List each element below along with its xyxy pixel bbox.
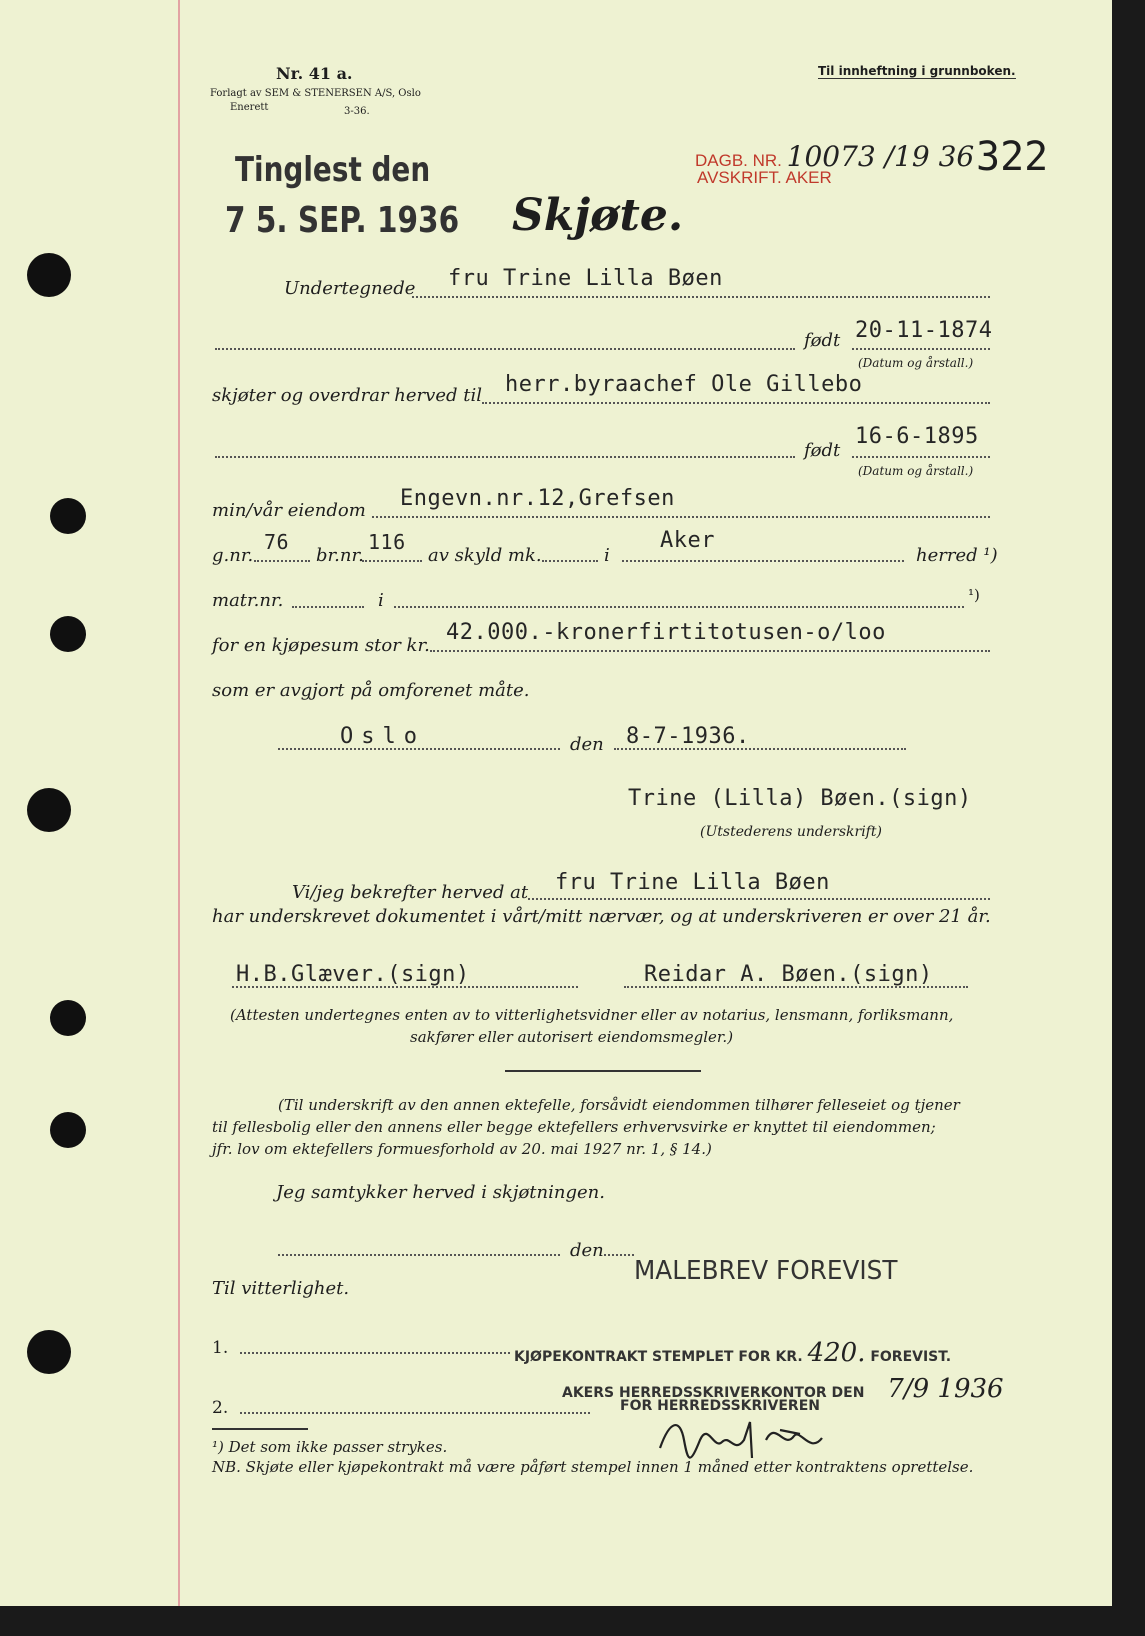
registered-stamp: Tinglest den: [235, 150, 431, 190]
district-label: herred ¹): [916, 545, 998, 566]
line-2-label: 2.: [212, 1398, 229, 1418]
witness2-signature: Reidar A. Bøen.(sign): [644, 962, 933, 987]
survey-stamp: MALEBREV FOREVIST: [634, 1256, 898, 1286]
page-number: 322: [976, 134, 1049, 180]
price-line: [430, 650, 990, 652]
buyer-line: [482, 402, 990, 404]
confirm-line: [528, 898, 990, 900]
contract-stamp-text: KJØPEKONTRAKT STEMPLET FOR KR.: [514, 1349, 803, 1365]
gnr-label: g.nr.: [212, 545, 254, 566]
punch-hole: [50, 1000, 86, 1036]
office-stamp-date: 7/9 1936: [887, 1374, 1004, 1404]
price-label: for en kjøpesum stor kr.: [212, 635, 430, 656]
punch-hole: [50, 1112, 86, 1148]
buyer-born-label: født: [804, 440, 841, 461]
journal-number-label: DAGB. NR.: [695, 151, 782, 170]
buyer-birth-date: 16-6-1895: [855, 424, 979, 449]
date-hint: (Datum og årstall.): [858, 356, 974, 370]
confirm-text: har underskrevet dokumentet i vårt/mitt nærvær, og at underskriveren er over 21 år.: [212, 906, 991, 927]
page-edge: [1112, 0, 1145, 1636]
buyer-born-line: [852, 456, 990, 458]
contract-stamp: [514, 1338, 951, 1368]
gnr-line: [254, 560, 310, 562]
document-title: Skjøte.: [512, 190, 684, 241]
seller-born-line: [852, 348, 990, 350]
district-value: Aker: [660, 528, 715, 553]
tax-label: av skyld mk.: [428, 545, 542, 566]
spouse-note-line3: jfr. lov om ektefellers formuesforhold av 20. mai 1927 nr. 1, § 14.): [212, 1140, 712, 1158]
bnr-label: br.nr.: [316, 545, 364, 566]
binding-note: Til innheftning i grunnboken.: [818, 64, 1016, 78]
form-number: Nr. 41 a.: [276, 64, 353, 83]
district-line: [622, 560, 904, 562]
office-stamp-text: AKERS HERREDSSKRIVERKONTOR DEN: [562, 1385, 865, 1401]
witness1-signature: H.B.Glæver.(sign): [236, 962, 470, 987]
publisher-date: 3-36.: [344, 106, 370, 117]
punch-hole: [50, 498, 86, 534]
bnr-line: [362, 560, 422, 562]
punch-hole: [27, 1330, 71, 1374]
price-value: 42.000.-kronerfirtitotusen-o/loo: [446, 620, 886, 645]
punch-hole: [50, 616, 86, 652]
contract-fee: 420.: [807, 1338, 866, 1368]
footnote-mark: ¹): [968, 586, 980, 604]
matr-line: [292, 606, 364, 608]
nb-text: NB. Skjøte eller kjøpekontrakt må være påført stempel innen 1 måned etter kontraktens oprettelse.: [212, 1458, 974, 1476]
footnote-text: ¹) Det som ikke passer strykes.: [212, 1438, 448, 1456]
spouse-note-line2: til fellesbolig eller den annens eller begge ektefellers erhvervsvirke er knyttet til eiendommen;: [212, 1118, 936, 1136]
publisher: Forlagt av SEM & STENERSEN A/S, Oslo: [210, 88, 421, 99]
publisher-rights: Enerett: [230, 102, 269, 113]
date-hint: (Datum og årstall.): [858, 464, 974, 478]
in-label: i: [378, 590, 384, 611]
seller-born-label: født: [804, 330, 841, 351]
page-bottom-edge: [0, 1606, 1145, 1636]
matr-label: matr.nr.: [212, 590, 284, 611]
registered-date-stamp: 7 5. SEP. 1936: [225, 200, 460, 241]
seller-name: fru Trine Lilla Bøen: [448, 266, 723, 291]
seller-label: Undertegnede: [284, 278, 416, 299]
consent-date-label: den: [570, 1240, 604, 1261]
punch-hole: [27, 253, 71, 297]
buyer-name: herr.byraachef Ole Gillebo: [505, 372, 863, 397]
seller-extra-line: [215, 348, 795, 350]
separator: [505, 1070, 701, 1072]
date-label: den: [570, 734, 604, 755]
witness-note-line2: sakfører eller autorisert eiendomsmegler.): [410, 1028, 734, 1046]
witness-label: Til vitterlighet.: [212, 1278, 350, 1299]
in-label: i: [604, 545, 610, 566]
bnr-value: 116: [368, 530, 406, 554]
line-1: [240, 1352, 510, 1354]
line-2: [240, 1412, 590, 1414]
margin-line: [178, 0, 180, 1636]
footnote-rule: [212, 1428, 308, 1430]
seller-line: [412, 296, 990, 298]
date-value: 8-7-1936.: [626, 724, 750, 749]
property-line: [372, 516, 990, 518]
tax-line: [542, 560, 598, 562]
seller-birth-date: 20-11-1874: [855, 318, 993, 343]
confirm-label: Vi/jeg bekrefter herved at: [292, 882, 529, 903]
contract-stamp-end: FOREVIST.: [870, 1349, 952, 1365]
buyer-label: skjøter og overdrar herved til: [212, 385, 482, 406]
consent-place-line: [278, 1254, 560, 1256]
matr-rest-line: [394, 606, 964, 608]
place-value: Oslo: [340, 724, 425, 749]
confirm-name: fru Trine Lilla Bøen: [555, 870, 830, 895]
property-address: Engevn.nr.12,Grefsen: [400, 486, 675, 511]
registrar-stamp: FOR HERREDSSKRIVEREN: [620, 1398, 820, 1414]
gnr-value: 76: [264, 530, 290, 554]
consent-text: Jeg samtykker herved i skjøtningen.: [276, 1182, 605, 1203]
witness-note-line1: (Attesten undertegnes enten av to vitterlighetsvidner eller av notarius, lensmann, forliksmann,: [230, 1006, 954, 1024]
issuer-signature-label: (Utstederens underskrift): [700, 824, 882, 840]
issuer-signature: Trine (Lilla) Bøen.(sign): [628, 786, 972, 811]
journal-number-value: 10073 /19 36: [786, 140, 975, 173]
consent-date-line: [604, 1254, 634, 1256]
spouse-note-line1: (Til underskrift av den annen ektefelle, forsåvidt eiendommen tilhører felleseiet og tjener: [278, 1096, 960, 1114]
settled-text: som er avgjort på omforenet måte.: [212, 680, 530, 701]
copy-stamp: AVSKRIFT. AKER: [697, 168, 832, 187]
line-1-label: 1.: [212, 1338, 229, 1358]
buyer-extra-line: [215, 456, 795, 458]
punch-hole: [27, 788, 71, 832]
property-label: min/vår eiendom: [212, 500, 366, 521]
